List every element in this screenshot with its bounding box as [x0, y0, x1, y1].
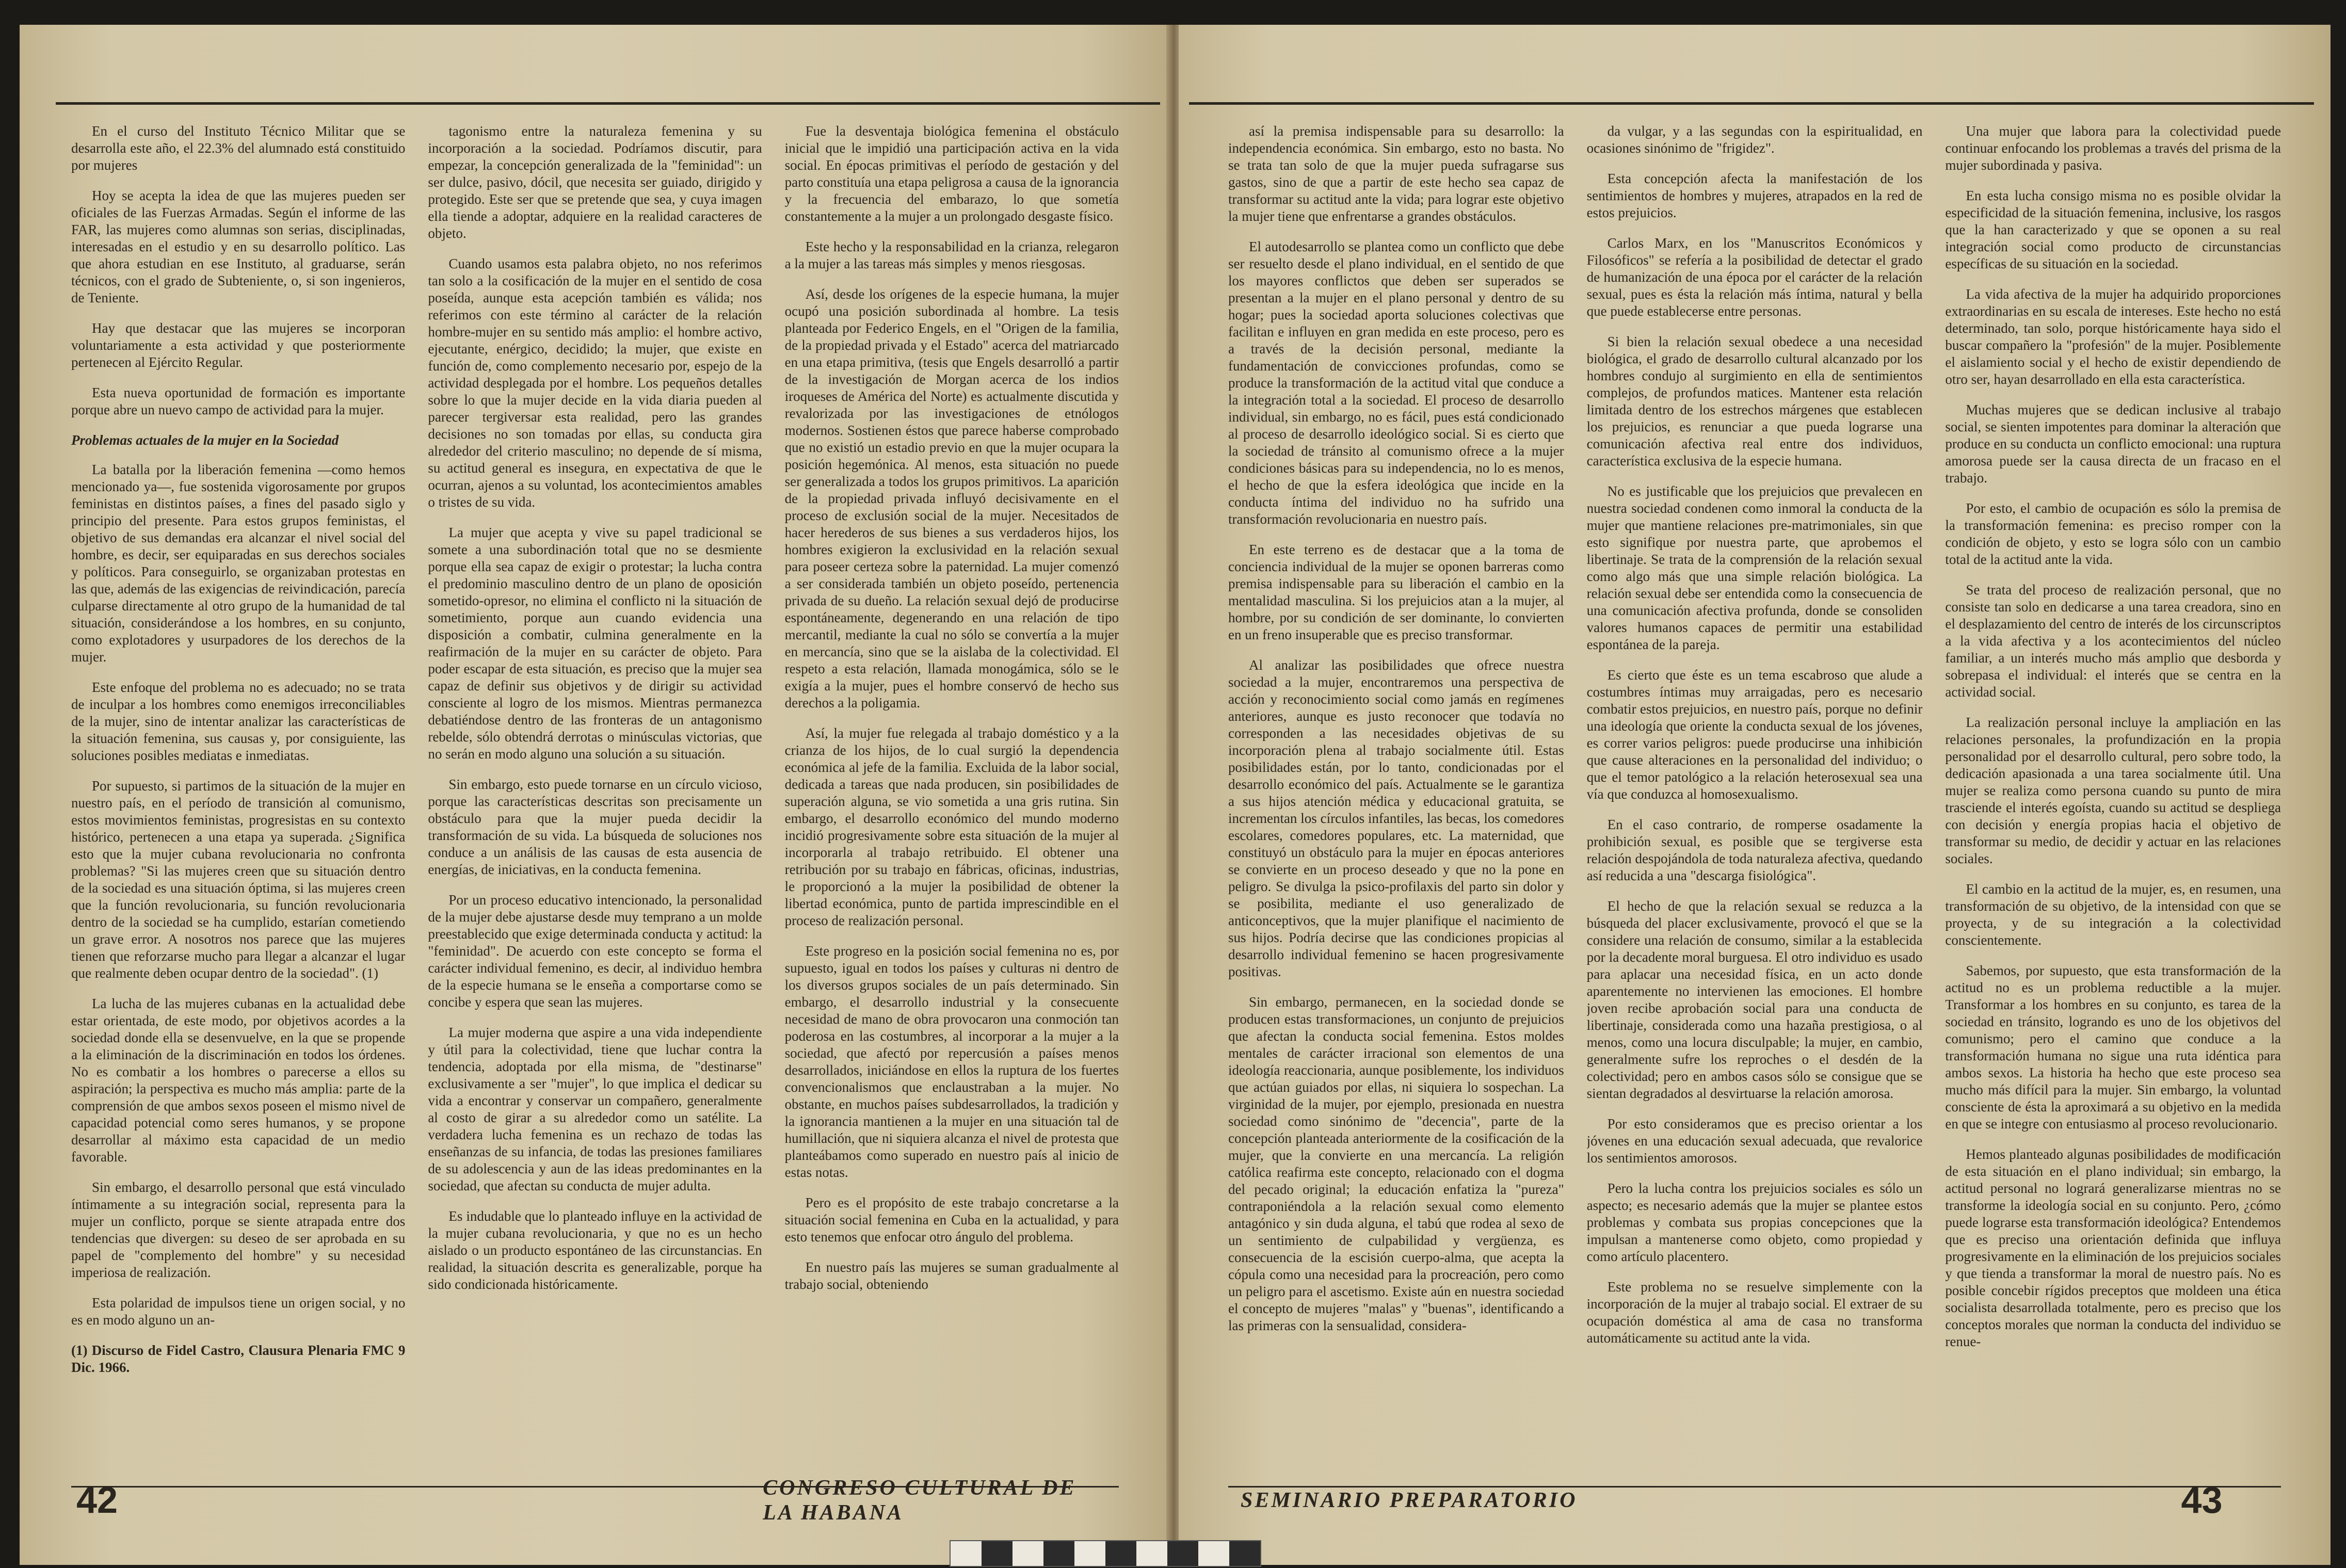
text-column [1945, 123, 2281, 1423]
paragraph: Por esto consideramos que es preciso orientar a los jóvenes en una educación sexual adecuada, que revalorice los sentimientos amorosos. [1586, 1116, 1923, 1166]
paragraph: Por un proceso educativo intencionado, la personalidad de la mujer debe ajustarse desde muy temprano a un molde preestablecido que exige determinada conducta y actitud: la "feminidad". De acuerdo con este concepto se forma el carácter individual femenino, es decir, al individuo hembra de la especie humana se le enseña a comportarse como se concibe y espera que sean las mujeres. [428, 892, 762, 1010]
paragraph: Este progreso en la posición social femenina no es, por supuesto, igual en todos los países y culturas ni dentro de los diversos grupos sociales de un país determinado. Sin embargo, el desarrollo industrial y la consecuente necesidad de mano de obra provocaron una conmoción tan poderosa en las costumbres, al incorporar a la mujer a la sociedad, que afectó por repercusión a países menos desarrollados, iniciándose en ellos la ruptura de los fuertes convencionalismos que enclaustraban a la mujer. No obstante, en muchos países subdesarrollados, la tradición y la ignorancia mantienen a la mujer en una situación tal de humillación, que ni siquiera alcanza el nivel de protesta que planteábamos como superado en nuestro país al inicio de estas notas. [784, 943, 1119, 1180]
paragraph: La batalla por la liberación femenina —como hemos mencionado ya—, fue sostenida vigorosamente por grupos feministas en distintos países, a fines del pasado siglo y principio del presente. Para estos grupos feministas, el objetivo de sus demandas era alcanzar el nivel social del hombre, es decir, ser equiparadas en sus derechos sociales y políticos. Para conseguirlo, se organizaban protestas en las que, además de las exigencias de reivindicación, parecía culparse directamente al otro grupo de la humanidad de tal situación, considerándose a los hombres, en su conjunto, como explotadores y usurpadores de los derechos de la mujer. [71, 462, 406, 665]
paragraph: La vida afectiva de la mujer ha adquirido proporciones extraordinarias en su escala de intereses. Este hecho no está determinado, tan solo, porque históricamente haya sido el buscar compañero la "profesión" de la mujer. Posiblemente el aislamiento social y el hecho de existir dependiendo de otro ser, hayan desarrollado en ella esta característica. [1945, 286, 2281, 387]
paragraph: En esta lucha consigo misma no es posible olvidar la especificidad de la situación femenina, inclusive, los rasgos que la han caracterizado y que se oponen a su real integración social como producto de circunstancias específicas de su situación en la sociedad. [1945, 188, 2281, 271]
top-rule [56, 102, 1160, 105]
paragraph: En nuestro país las mujeres se suman gradualmente al trabajo social, obteniendo [784, 1259, 1119, 1292]
section-heading: Problemas actuales de la mujer en la Sociedad [71, 432, 339, 448]
paragraph: Así, la mujer fue relegada al trabajo doméstico y a la crianza de los hijos, de lo cual surgió la dependencia económica al jefe de la familia. Excluida de la labor social, dedicada a tareas que nada producen, sin posibilidades de superación alguna, se vio sometida a una gris rutina. Sin embargo, el desarrollo económico del mundo moderno incidió progresivamente sobre esta situación de la mujer al incorporarla al trabajo retribuido. El obtener una retribución por su trabajo en fábricas, oficinas, industrias, le proporcionó a la mujer la posibilidad de obtener la libertad económica, punto de partida imprescindible en el proceso de realización personal. [784, 725, 1119, 928]
text-column [1587, 123, 1923, 1423]
running-head: CONGRESO CULTURAL DE LA HABANA [763, 1476, 1076, 1525]
page-number: 43 [2181, 1480, 2223, 1521]
paragraph: La realización personal incluye la ampliación en las relaciones personales, la profundización en la propia personalidad por el desarrollo cultural, pero sobre todo, la dedicación apasionada a una tarea socialmente útil. Una mujer se realiza como persona cuando su punto de mira trasciende el interés egoísta, cuando su actitud se despliega con decisión y energía propias hacia el objetivo de transformar su medio, de decidir y actuar en las relaciones sociales. [1945, 715, 2281, 866]
paragraph: Hemos planteado algunas posibilidades de modificación de esta situación en el plano individual; sin embargo, la actitud personal no logrará generalizarse mientras no se transforme la ideología social en su conjunto. Pero, ¿cómo puede lograrse esta transformación ideológica? Entendemos que es preciso una orientación definida que influya progresivamente en la eliminación de los prejuicios sociales y que tienda a transformar la moral de nuestro país. No es posible concebir rígidos preceptos que moldeen una ética socialista desarrollada totalmente, pero es preciso que los conceptos morales que norman la conducta del individuo se renue- [1945, 1146, 2281, 1349]
paragraph: Esta nueva oportunidad de formación es importante porque abre un nuevo campo de actividad para la mujer. [71, 385, 406, 417]
left-page [20, 25, 1171, 1565]
text-column [785, 123, 1119, 1423]
paragraph: da vulgar, y a las segundas con la espiritualidad, en ocasiones sinónimo de "frigidez". [1586, 123, 1923, 156]
paragraph: Este enfoque del problema no es adecuado; no se trata de inculpar a los hombres como enemigos irreconciliables de la mujer, sino de intentar analizar las características de la situación femenina, sus causas y, por consiguiente, las soluciones posibles mediatas e inmediatas. [71, 680, 406, 763]
paragraph: Por supuesto, si partimos de la situación de la mujer en nuestro país, en el período de transición al comunismo, estos movimientos feministas, progresistas en su contexto histórico, pertenecen a una etapa ya superada. ¿Significa esto que la mujer cubana revolucionaria no confronta problemas? "Si las mujeres creen que su situación dentro de la sociedad es una situación óptima, si las mujeres creen que la función revolucionaria, su función revolucionaria dentro de la sociedad se ha cumplido, estarían cometiendo un grave error. A nosotros nos parece que las mujeres tienen que reforzarse mucho para llegar a alcanzar el lugar que realmente deben ocupar dentro de la sociedad". (1) [71, 778, 406, 981]
paragraph: Hay que destacar que las mujeres se incorporan voluntariamente a esta actividad y que posteriormente pertenecen al Ejército Regular. [71, 320, 406, 370]
paragraph: Carlos Marx, en los "Manuscritos Económicos y Filosóficos" se refería a la posibilidad de detectar el grado de humanización de una época por el carácter de la relación sexual, pues es ésta la relación más íntima, natural y bella que puede establecerse entre personas. [1586, 235, 1923, 319]
top-rule [1189, 102, 2314, 105]
left-footer [76, 1476, 1108, 1525]
paragraph: Este problema no se resuelve simplemente con la incorporación de la mujer al trabajo social. El extraer de su ocupación doméstica al ama de casa no transforma automáticamente su actitud ante la vida. [1586, 1279, 1923, 1346]
paragraph: Es indudable que lo planteado influye en la actividad de la mujer cubana revolucionaria, y que no es un hecho aislado o un producto espontáneo de las circunstancias. En realidad, la situación descrita es generalizable, porque ha sido condicionada históricamente. [428, 1208, 762, 1292]
page-number: 42 [76, 1480, 118, 1521]
paragraph: En este terreno es de destacar que a la toma de conciencia individual de la mujer se oponen barreras como premisa indispensable para su liberación el cambio en la mentalidad masculina. Si los prejuicios atan a la mujer, al hombre, por su condición de ser dominante, lo convierten en un freno insuperable que es preciso transformar. [1228, 542, 1564, 642]
text-column [428, 123, 762, 1423]
paragraph: Pero la lucha contra los prejuicios sociales es sólo un aspecto; es necesario además que la mujer se plantee estos problemas y combata sus propias concepciones que la impulsan a mantenerse como objeto, como propiedad y como artículo placentero. [1586, 1181, 1923, 1264]
paragraph: así la premisa indispensable para su desarrollo: la independencia económica. Sin embargo, esto no basta. No se trata tan solo de que la mujer pueda sufragarse sus gastos, sino de que a partir de este hecho sea capaz de transformar su actitud ante la vida; para lograr este objetivo la mujer tiene que enfrentarse a grandes obstáculos. [1228, 123, 1564, 224]
paragraph: Una mujer que labora para la colectividad puede continuar enfocando los problemas a través del prisma de la mujer subordinada y pasiva. [1945, 123, 2281, 173]
right-footer [1241, 1480, 2283, 1521]
paragraph: Pero es el propósito de este trabajo concretarse a la situación social femenina en Cuba en la actualidad, y para esto tenemos que enfocar otro ángulo del problema. [784, 1195, 1119, 1244]
paragraph: La lucha de las mujeres cubanas en la actualidad debe estar orientada, de este modo, por objetivos acordes a la sociedad donde ella se desenvuelve, en la que se propende a la eliminación de la discriminación en todos los órdenes. No es combatir a los hombres o parecerse a ellos su aspiración; la perspectiva es mucho más amplia: parte de la comprensión de que ambos sexos poseen el mismo nivel de capacidad potencial como seres humanos, y se propone desarrollar al máximo esta capacidad de un medio favorable. [71, 996, 406, 1165]
magazine-spread [20, 25, 2331, 1565]
paragraph: Así, desde los orígenes de la especie humana, la mujer ocupó una posición subordinada al hombre. La tesis planteada por Federico Engels, en el "Origen de la familia, de la propiedad privada y el Estado" acerca del matriarcado en una etapa primitiva, (tesis que Engels desarrolló a partir de la investigación de Morgan acerca de los indios iroqueses de América del Norte) es actualmente discutida y revalorizada por las investigaciones de etnólogos modernos. Sostienen éstos que parece haberse comprobado que no existió un estadio previo en que la mujer ocupara la posición hegemónica. Al menos, esta situación no puede ser generalizada a todos los grupos primitivos. La aparición de la propiedad privada influyó decisivamente en el proceso de exclusión social de la mujer. Necesitados de hacer herederos de sus bienes a sus verdaderos hijos, los hombres exigieron la exclusividad en la relación sexual para poseer certeza sobre la paternidad. La mujer comenzó a ser considerada también un objeto poseído, pertenencia privada de su dueño. La relación sexual dejó de producirse espontáneamente, degenerando en una relación de tipo mercantil, mediante la cual no sólo se convertía a la mujer en mercancía, sino que se la aislaba de la colectividad. El respeto a esta relación, llamada monogámica, sólo se le exigía a la mujer, pues el hombre conservó de hecho sus derechos a la poligamia. [784, 286, 1119, 710]
footnote: (1) Discurso de Fidel Castro, Clausura Plenaria FMC 9 Dic. 1966. [71, 1343, 406, 1375]
paragraph: Sin embargo, esto puede tornarse en un círculo vicioso, porque las características descritas son precisamente un obstáculo para que la mujer pueda decidir la transformación de su vida. La búsqueda de soluciones nos conduce a un análisis de las causas de esta ausencia de energías, de iniciativas, en la conducta femenina. [428, 777, 762, 877]
paragraph: Esta concepción afecta la manifestación de los sentimientos de hombres y mujeres, atrapados en la red de estos prejuicios. [1586, 171, 1923, 220]
right-page-columns [1228, 123, 2281, 1423]
right-page [1179, 25, 2331, 1565]
left-page-columns [71, 123, 1119, 1423]
paragraph: En el curso del Instituto Técnico Militar que se desarrolla este año, el 22.3% del alumnado está constituido por mujeres [71, 123, 406, 173]
paragraph: Muchas mujeres que se dedican inclusive al trabajo social, se sienten impotentes para dominar la alteración que produce en su conducta un conflicto emocional: una ruptura amorosa puede ser la causa directa de un fracaso en el trabajo. [1945, 402, 2281, 486]
paragraph: Hoy se acepta la idea de que las mujeres pueden ser oficiales de las Fuerzas Armadas. Según el informe de las FAR, las mujeres como alumnas son serias, disciplinadas, interesadas en el estudio y en su desarrollo político. Las que ahora estudian en ese Instituto, al graduarse, serán técnicos, con el grado de Subteniente, o, si son ingenieros, de Teniente. [71, 188, 406, 305]
paragraph: Si bien la relación sexual obedece a una necesidad biológica, el grado de desarrollo cultural alcanzado por los hombres condujo al surgimiento en ella de sentimientos complejos, de profundos matices. Mantener esta relación limitada dentro de los estrechos márgenes que establecen los prejuicios, es renunciar a que pueda lograrse una comunicación afectiva real entre dos individuos, característica exclusiva de la especie humana. [1586, 334, 1923, 468]
paragraph: Sin embargo, el desarrollo personal que está vinculado íntimamente a su integración social, representa para la mujer un conflicto, porque se siente atrapada entre dos tendencias que divergen: su deseo de ser aprobada en su papel de "complemento del hombre" y su necesidad imperiosa de realización. [71, 1179, 406, 1280]
paragraph: tagonismo entre la naturaleza femenina y su incorporación a la sociedad. Podríamos discutir, para empezar, la concepción generalizada de la "feminidad": un ser dulce, pasivo, dócil, que necesita ser guiado, dirigido y protegido. Este ser que se pretende que sea, y cuya imagen ella tiende a adoptar, adquiere en la realidad caracteres de objeto. [428, 123, 762, 241]
paragraph: Al analizar las posibilidades que ofrece nuestra sociedad a la mujer, encontraremos una perspectiva de acción y reconocimiento social como jamás en regímenes anteriores, aunque es justo reconocer que todavía no corresponden a las necesidades objetivas de su incorporación plena al trabajo socialmente útil. Estas posibilidades están, por lo tanto, condicionadas por el desarrollo económico del país. Actualmente se le garantiza a sus hijos atención médica y educacional gratuita, se incrementan los círculos infantiles, las becas, los comedores escolares, comedores populares, etc. La maternidad, que constituyó un obstáculo para la mujer en épocas anteriores se convierte en un proceso deseado y que no la pone en peligro. Se divulga la psico-profilaxis del parto sin dolor y se posibilita, mediante el uso generalizado de anticonceptivos, que la mujer planifique el nacimiento de sus hijos. Podría decirse que las condiciones propicias al desarrollo individual femenino se hacen progresivamente positivas. [1228, 657, 1564, 979]
paragraph: El autodesarrollo se plantea como un conflicto que debe ser resuelto desde el plano individual, en el sentido de que los mayores conflictos que deben ser superados se presentan a la mujer en el plano personal y dentro de su hogar; pues la sociedad aporta soluciones colectivas que facilitan e influyen en gran medida en este proceso, pero es a través de la decisión personal, mediante la fundamentación de convicciones profundas, como se produce la transformación de la actitud vital que conduce a la integración total a la sociedad. El proceso de desarrollo individual, sin embargo, no es fácil, pues está condicionado al proceso de desarrollo ideológico social. Si es cierto que la sociedad de tránsito al comunismo ofrece a la mujer condiciones básicas para su independencia, no lo es menos, el hecho de que la esfera ideológica que incide en la conducta íntima del individuo no ha sufrido una transformación revolucionaria en nuestro país. [1228, 239, 1564, 527]
paragraph: En el caso contrario, de romperse osadamente la prohibición sexual, es posible que se tergiverse esta relación despojándola de toda naturaleza afectiva, quedando así reducida a una "descarga fisiológica". [1586, 817, 1923, 883]
paragraph: Sin embargo, permanecen, en la sociedad donde se producen estas transformaciones, un conjunto de prejuicios que afectan la conducta social femenina. Estos moldes mentales de carácter irracional son elementos de una ideología reaccionaria, aunque posiblemente, los individuos que actúan guiados por ellas, ni siquiera lo sospechan. La virginidad de la mujer, por ejemplo, presionada en nuestra sociedad como sinónimo de "decencia", parte de la concepción planteada anteriormente de la cosificación de la mujer, que la convierte en una mercancía. La religión católica reafirma este concepto, relacionado con el dogma del pecado original; la educación enfatiza la "pureza" contraponiéndola a la relación sexual como elemento antagónico y sin duda alguna, el tabú que rodea al sexo de un sentimiento de culpabilidad y vergüenza, es consecuencia de la escisión cuerpo-alma, que acepta la cópula como una necesidad para la procreación, pero como un peligro para el ascetismo. Existe aún en nuestra sociedad el concepto de mujeres "malas" y "buenas", identificando a las primeras con la sensualidad, considera- [1228, 994, 1564, 1333]
text-column [71, 123, 405, 1423]
paragraph: Esta polaridad de impulsos tiene un origen social, y no es en modo alguno un an- [71, 1295, 406, 1328]
paragraph: No es justificable que los prejuicios que prevalecen en nuestra sociedad condenen como inmoral la conducta de la mujer que mantiene relaciones pre-matrimoniales, sin que esto signifique por nuestra parte, que aprobemos el libertinaje. Se trata de la comprensión de la relación sexual como algo más que una simple relación biológica. La relación sexual debe ser entendida como la consecuencia de una comunicación afectiva profunda, donde se consoliden valores humanos capaces de permitir una estabilidad espontánea de la pareja. [1586, 483, 1923, 652]
paragraph: Se trata del proceso de realización personal, que no consiste tan solo en dedicarse a una tarea creadora, sino en el desplazamiento del centro de interés de los circunscriptos a la vida afectiva y a los acontecimientos del núcleo familiar, a un interés mucho más amplio que desborda y sobrepasa el individual: el interés que se centra en la actividad social. [1945, 582, 2281, 700]
paragraph: Este hecho y la responsabilidad en la crianza, relegaron a la mujer a las tareas más simples y menos riesgosas. [784, 239, 1119, 271]
paragraph: Fue la desventaja biológica femenina el obstáculo inicial que le impidió una participación activa en la vida social. En épocas primitivas el período de gestación y del parto constituía una etapa peligrosa a causa de la ignorancia y la frecuencia del embarazo, lo que sometía constantemente a la mujer a un prolongado desgaste físico. [784, 123, 1119, 224]
paragraph: El hecho de que la relación sexual se reduzca a la búsqueda del placer exclusivamente, provocó el que se la considere una relación de consumo, similar a la establecida por la decadente moral burguesa. El otro individuo es usado para aplacar una necesidad física, en un acto donde aparentemente no intervienen las emociones. El hombre joven recibe aprobación social para una conducta de libertinaje, considerada como una hazaña prestigiosa, o al menos, como una locura disculpable; la mujer, en cambio, generalmente sufre los reproches o el desdén de la colectividad; pero en ambos casos sólo se consigue que se sientan degradados al desvirtuarse la relación amorosa. [1586, 898, 1923, 1101]
paragraph: Cuando usamos esta palabra objeto, no nos referimos tan solo a la cosificación de la mujer en el sentido de cosa poseída, aunque esta acepción también es válida; nos referimos con este término al carácter de la relación hombre-mujer en su sentido más amplio: el hombre activo, ejecutante, enérgico, decidido; la mujer, que existe en función de, como complemento necesario por, espejo de la actividad desplegada por el hombre. Los pequeños detalles sobre lo que la mujer decide en la vida diaria pueden al parecer tergiversar esta realidad, pero las grandes decisiones no son tomadas por ellas, su conducta gira alrededor del criterio masculino; no depende de sí misma, su actitud general es insegura, en expectativa de que le ocurran, ajenos a su voluntad, los acontecimientos amables o tristes de su vida. [428, 256, 762, 510]
scale-ruler [950, 1540, 1261, 1567]
paragraph: El cambio en la actitud de la mujer, es, en resumen, una transformación de su objetivo, de la intensidad con que se proyecta, y de su integración a la colectividad conscientemente. [1945, 881, 2281, 948]
paragraph: La mujer moderna que aspire a una vida independiente y útil para la colectividad, tiene que luchar contra la tendencia, adoptada por ella misma, de "destinarse" exclusivamente a ser "mujer", lo que implica el dedicar su vida a encontrar y conservar un compañero, generalmente al costo de girar a su alrededor como un satélite. La verdadera lucha femenina es un rechazo de todas las enseñanzas de su infancia, de todas las presiones familiares de su adolescencia y aun de las ideas predominantes en la sociedad, que afectan su conducta de mujer adulta. [428, 1025, 762, 1193]
paragraph: Es cierto que éste es un tema escabroso que alude a costumbres íntimas muy arraigadas, pero es necesario combatir estos prejuicios, en nuestro país, porque no definir una ideología que oriente la conducta sexual de los jóvenes, es correr varios peligros: puede producirse una inhibición que cause alteraciones en la personalidad del individuo; o que el temor patológico a la relación heterosexual sea una vía que conduzca al homosexualismo. [1586, 667, 1923, 802]
paragraph: La mujer que acepta y vive su papel tradicional se somete a una subordinación total que no se desmiente porque ella sea capaz de exigir o protestar; la lucha contra el predominio masculino dentro de un plano de oposición sometido-opresor, no elimina el conflicto ni la situación de sometimiento, porque aun cuando evidencia una disposición a combatir, culmina generalmente en la reafirmación de la mujer en su carácter de objeto. Para poder escapar de esta situación, es preciso que la mujer sea capaz de definir sus objetivos y de dirigir su actividad consciente al logro de los mismos. Mientras permanezca debatiéndose dentro de las fronteras de un antagonismo rebelde, sólo obtendrá derrotas o minúsculas victorias, que no serán en modo alguno una solución a su situación. [428, 525, 762, 762]
paragraph: Por esto, el cambio de ocupación es sólo la premisa de la transformación femenina: es preciso romper con la condición de objeto, y esto se logra sólo con un cambio total de la actitud ante la vida. [1945, 500, 2281, 567]
text-column [1228, 123, 1564, 1423]
paragraph: Sabemos, por supuesto, que esta transformación de la actitud no es un problema reductible a la mujer. Transformar a los hombres en su conjunto, es tarea de la sociedad en tránsito, logrando es uno de los objetivos del comunismo; pero el camino que conduce a la transformación humana no sigue una ruta idéntica para ambos sexos. La historia ha hecho que este proceso sea mucho más difícil para la mujer. Sin embargo, la voluntad consciente de ésta la aproximará a su objetivo en la medida en que se integre con entusiasmo al proceso revolucionario. [1945, 963, 2281, 1131]
running-head: SEMINARIO PREPARATORIO [1241, 1489, 1578, 1512]
